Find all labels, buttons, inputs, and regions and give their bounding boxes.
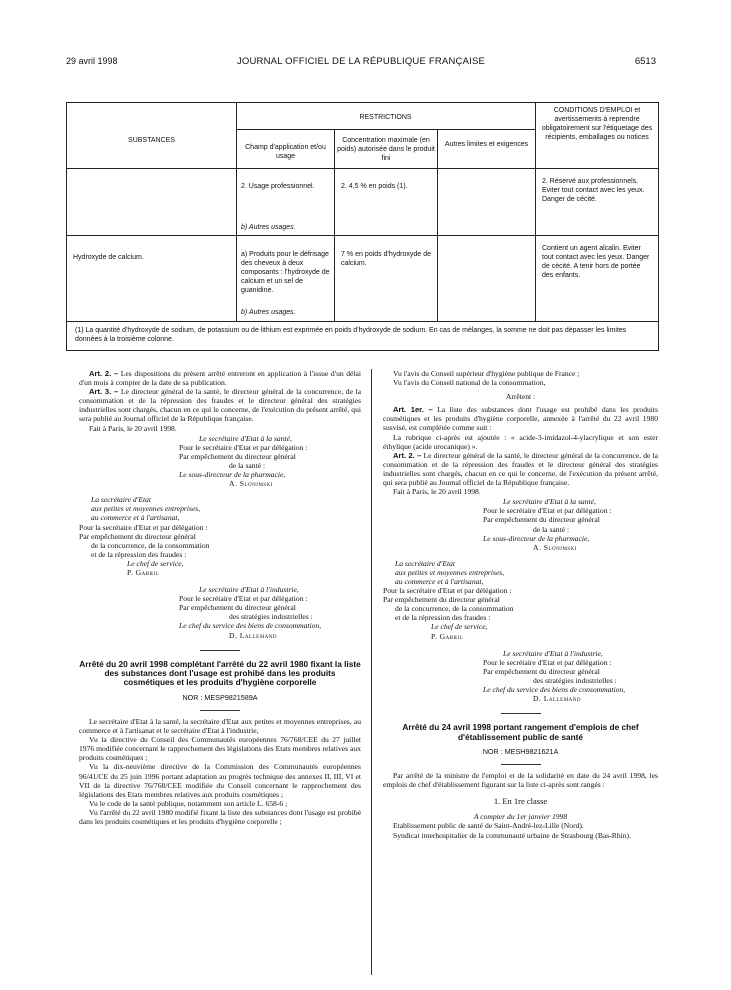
signature-line: Par empêchement du directeur général (383, 595, 500, 605)
signature-line: D. Lallemand (229, 630, 277, 640)
right-article-1-rubrique: La rubrique ci-après est ajoutée : « acide-3-imidazol-4-ylacrylique et son ester éthylique (acide urocanique) ». (383, 432, 658, 451)
th-concentration: Concentration maximale (en poids) autorisée dans le produit fini (337, 137, 435, 162)
left-separator-rule (200, 650, 240, 651)
right-signature-industrie (383, 649, 658, 704)
th-restrictions: RESTRICTIONS (359, 114, 412, 121)
signature-line: de la concurrence, de la consommation (91, 540, 210, 550)
paragraph: Vu le code de la santé publique, notamment son article L. 658-6 ; (89, 798, 288, 808)
right-etablissements (383, 821, 658, 839)
signature-line: Le chef du service des biens de consommation, (483, 685, 626, 694)
th-substances: SUBSTANCES (128, 137, 175, 144)
signature-line: Par empêchement du directeur général (483, 666, 600, 676)
signature-line: Le chef du service des biens de consommation, (179, 621, 322, 631)
restrictions-table (66, 102, 659, 351)
right-article-1: Art. 1er. – La liste des substances dont l'usage est prohibé dans les produits cosmétiques et les produits d'hygiène corporelle, annexée à l'arrêté du 22 avril 1980 susvisé, est complétée comme suit : (383, 405, 658, 433)
right-arrete-intro: Par arrêté de la ministre de l'emploi et de la solidarité en date du 24 avril 1998, les emplois de chef d'établissement figurant sur la liste ci-après sont rangés : (383, 771, 658, 790)
signature-line: de la santé : (533, 524, 570, 534)
left-nor-rule (200, 710, 240, 711)
th-autres: Autres limites et exigences (444, 141, 529, 148)
th-conditions: CONDITIONS D'EMPLOI et avertissements à reprendre obligatoirement sur l'étiquetage des récipients, emballages ou notices (541, 107, 653, 141)
signature-line: A. Slonimski (229, 479, 273, 489)
signature-line: D. Lallemand (533, 694, 581, 704)
signature-line: de la concurrence, de la consommation (395, 604, 514, 614)
right-arrete-nor: NOR : MESH9821621A (482, 747, 559, 756)
right-column (383, 369, 658, 840)
signature-line: P. Gabril (127, 567, 160, 577)
left-column (79, 369, 361, 826)
paragraph: Vu l'avis du Conseil supérieur d'hygiène publique de France ; (393, 369, 580, 378)
right-signature-commerce (383, 559, 658, 641)
signature-line: La secrétaire d'Etat (91, 495, 151, 505)
row1-conditions: 2. Réservé aux professionnels. Eviter tout contact avec les yeux. Danger de cécité. (542, 178, 645, 203)
signature-line: A. Slonimski (533, 542, 577, 552)
signature-line: Le chef de service, (431, 622, 488, 632)
left-signature-industrie (79, 585, 361, 640)
signature-line: au commerce et à l'artisanat, (395, 576, 484, 586)
paragraph: Vu la directive du Conseil des Communautés européennes 76/768/CEE du 27 juillet 1976 modifiée concernant le rapprochement des législations des Etats membres relatives aux produits cosmétiques ; (79, 735, 361, 763)
row2-usage-a: a) Produits pour le défrisage des cheveux à deux composants : l'hydroxyde de calcium et un sel de guanidine. (241, 251, 330, 294)
signature-line: Pour la secrétaire d'Etat et par délégation : (383, 586, 512, 596)
signature-line: Le sous-directeur de la pharmacie, (179, 470, 286, 480)
paragraph: Vu la dix-neuvième directive de la Commission des Communautés européennes 96/41/CE du 25 juin 1996 portant adaptation au progrès technique des annexes II, III, VI et VII de la directive 76/768/CEE modifiée du Conseil concernant le rapprochement des législations des Etats membres relatives aux produits cosmétiques ; (79, 762, 361, 799)
paragraph: Etablissement public de santé de Saint-André-lez-Lille (Nord). (393, 821, 584, 831)
signature-line: Pour le secrétaire d'Etat et par délégation : (483, 657, 612, 667)
left-signature-commerce (79, 495, 361, 577)
signature-line: Pour le secrétaire d'Etat et par délégation : (179, 442, 308, 452)
signature-line: Le secrétaire d'Etat à l'industrie, (503, 648, 603, 658)
signature-line: Le sous-directeur de la pharmacie, (483, 533, 590, 543)
signature-line: Le secrétaire d'Etat à l'industrie, (199, 585, 299, 595)
signature-line: P. Gabril (431, 631, 464, 641)
signature-line: Le chef de service, (127, 558, 184, 568)
left-visas (79, 717, 361, 826)
signature-line: Pour la secrétaire d'Etat et par délégation : (79, 522, 208, 532)
left-arrete-title: Arrêté du 20 avril 1998 complétant l'arrêté du 22 avril 1980 fixant la liste des substances dont l'usage est prohibé dans les produits cosmétiques et les produits d'hygiène corporelle (79, 658, 361, 688)
signature-line: aux petites et moyennes entreprises, (395, 567, 505, 577)
left-article-3: Art. 3. – Le directeur général de la santé, le directeur général de la concurrence, de la consommation et de la répression des fraudes et le directeur général des stratégies industrielles sont chargés, chacun en ce qui le concerne, de l'exécution du présent arrêté, qui sera publié au Journal officiel de la République française. (79, 387, 362, 424)
right-arrete-title: Arrêté du 24 avril 1998 portant rangement d'emplois de chef d'établissement public de santé (402, 722, 639, 742)
row1-other-uses: b) Autres usages. (241, 224, 296, 231)
header-journal-title: JOURNAL OFFICIEL DE LA RÉPUBLIQUE FRANÇAISE (236, 56, 486, 67)
paragraph: Le secrétaire d'Etat à la santé, la secrétaire d'Etat aux petites et moyennes entreprises, au commerce et à l'artisanat et le secrétaire d'Etat à l'industrie, (79, 716, 361, 736)
right-article-2: Art. 2. – Le directeur général de la santé, le directeur général de la concurrence, de la consommation et de la répression des fraudes et le directeur général des stratégies industrielles sont chargés, chacun en ce qui le concerne, de l'exécution du présent arrêté, qui sera publié au Journal officiel de la République française. (383, 450, 659, 488)
signature-line: Par empêchement du directeur général (179, 603, 296, 613)
right-visas (383, 369, 658, 387)
right-fait: Fait à Paris, le 20 avril 1998. (393, 487, 481, 497)
signature-line: Le secrétaire d'Etat à la santé, (503, 497, 596, 507)
signature-line: de la santé : (229, 460, 266, 470)
signature-line: aux petites et moyennes entreprises, (91, 504, 201, 514)
header-page-number: 6513 (634, 56, 656, 67)
th-champ: Champ d'application et/ou usage (245, 144, 326, 160)
left-fait: Fait à Paris, le 20 avril 1998. (89, 423, 177, 433)
paragraph: Vu l'avis du Conseil national de la consommation, (393, 378, 546, 388)
paragraph: Vu l'arrêté du 22 avril 1980 modifié fixant la liste des substances dont l'usage est prohibé dans les produits cosmétiques et les produits d'hygiène corporelle ; (79, 807, 361, 826)
signature-line: Par empêchement du directeur général (79, 531, 196, 541)
right-compter-date: A compter du 1er janvier 1998 (473, 812, 568, 822)
signature-line: La secrétaire d'Etat (395, 558, 455, 568)
left-signature-sante (79, 434, 361, 489)
header-date: 29 avril 1998 (66, 56, 118, 66)
right-arretent: Arrêtent : (505, 392, 536, 402)
left-arrete-nor: NOR : MESP9821589A (182, 692, 258, 702)
row2-substance: Hydroxyde de calcium. (73, 254, 144, 261)
signature-line: Par empêchement du directeur général (179, 451, 296, 461)
row2-usage-b: b) Autres usages. (241, 309, 296, 316)
paragraph: Syndicat interhospitalier de la communauté urbaine de Strasbourg (Bas-Rhin). (393, 830, 631, 840)
column-divider (371, 369, 372, 975)
signature-line: des stratégies industrielles : (229, 612, 313, 622)
row1-concentration: 2. 4,5 % en poids (1). (341, 183, 408, 190)
row1-usage: 2. Usage professionnel. (241, 183, 315, 190)
signature-line: et de la répression des fraudes : (91, 549, 187, 559)
left-article-2: Art. 2. – Les dispositions du présent arrêté entreront en application à l'issue d'un délai d'un mois à compter de la date de sa publication. (79, 369, 361, 388)
signature-line: Pour le secrétaire d'Etat et par délégation : (179, 594, 308, 604)
right-nor-rule (501, 764, 541, 765)
signature-line: Pour le secrétaire d'Etat et par délégation : (483, 506, 612, 516)
signature-line: au commerce et à l'artisanat, (91, 513, 180, 523)
right-signature-sante (383, 497, 658, 552)
signature-line: et de la répression des fraudes : (395, 613, 491, 623)
table-footnote: (1) La quantité d'hydroxyde de sodium, de potassium ou de lithium est exprimée en poids d'hydroxyde de sodium. En cas de mélanges, la somme ne doit pas dépasser les limites données à la troisième colonne. (75, 327, 627, 343)
row2-concentration: 7 % en poids d'hydroxyde de calcium. (341, 251, 431, 267)
signature-line: des stratégies industrielles : (533, 675, 617, 685)
right-classe-heading: 1. En 1re classe (493, 796, 548, 807)
row2-conditions: Contient un agent alcalin. Eviter tout contact avec les yeux. Danger de cécité. A tenir hors de portée des enfants. (542, 245, 650, 279)
signature-line: Le secrétaire d'Etat à la santé, (199, 433, 292, 443)
signature-line: Par empêchement du directeur général (483, 515, 600, 525)
right-separator-rule (501, 713, 541, 714)
